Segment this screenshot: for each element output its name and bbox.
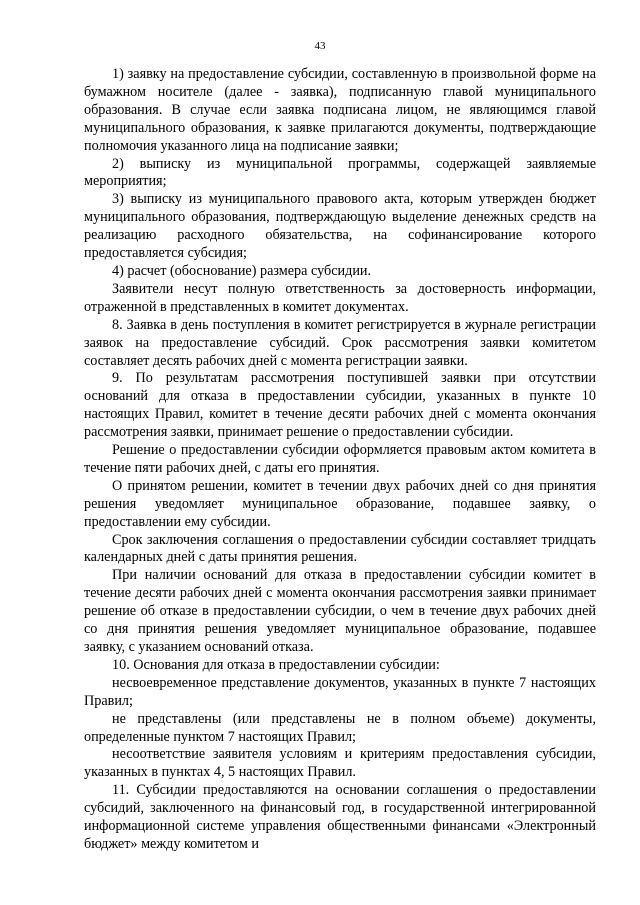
paragraph-item-2: 2) выписку из муниципальной программы, содержащей заявляемые мероприятия;: [84, 155, 596, 190]
page-number: 43: [314, 40, 326, 52]
paragraph-item-3: 3) выписку из муниципального правового акта, которым утвержден бюджет муниципального образования, подтверждающую выделение денежных средств на реализацию расходного обязательства, на софинансирование которого предоставляется субсидия;: [84, 191, 596, 262]
paragraph-decision: Решение о предоставлении субсидии оформляется правовым актом комитета в течение пяти рабочих дней, с даты его принятия.: [84, 442, 596, 476]
paragraph-notification: О принятом решении, комитет в течении двух рабочих дней со дня принятия решения уведомляет муниципальное образование, подавшее заявку, о предоставлении ему субсидии.: [84, 477, 596, 530]
paragraph-clause-8: 8. Заявка в день поступления в комитет регистрируется в журнале регистрации заявок на предоставление субсидий. Срок рассмотрения заявки комитетом составляет десять рабочих дней с момента регистрации заявки.: [84, 316, 596, 369]
paragraph-refusal-ground-3: несоответствие заявителя условиям и критериям предоставления субсидии, указанных в пунктах 4, 5 настоящих Правил.: [84, 746, 596, 781]
paragraph-item-1: 1) заявку на предоставление субсидии, составленную в произвольной форме на бумажном носителе (далее - заявка), подписанную главой муниципального образования. В случае если заявка подписана лицом, не являющимся главой муниципального образования, к заявке прилагаются документы, подтверждающие полномочия указанного лица на подписание заявки;: [84, 66, 596, 154]
paragraph-clause-11: 11. Субсидии предоставляются на основании соглашения о предоставлении субсидий, заключенного на финансовый год, в государственной интегрированной информационной системе управления общественными финансами «Электронный бюджет» между комитетом и: [84, 782, 596, 852]
paragraph-clause-9: 9. По результатам рассмотрения поступившей заявки при отсутствии оснований для отказа в предоставлении субсидии, указанных в пункте 10 настоящих Правил, комитет в течение десяти рабочих дней с момента окончания рассмотрения заявки, принимает решение о предоставлении субсидии.: [84, 370, 596, 441]
paragraph-clause-10: 10. Основания для отказа в предоставлении субсидии:: [112, 656, 440, 673]
paragraph-item-4: 4) расчет (обоснование) размера субсидии.: [112, 262, 372, 279]
paragraph-refusal-ground-1: несвоевременное представление документов, указанных в пункте 7 настоящих Правил;: [84, 674, 596, 709]
body-text: [84, 66, 596, 854]
paragraph-refusal-ground-2: не представлены (или представлены не в полном объеме) документы, определенные пунктом 7 настоящих Правил;: [84, 710, 596, 745]
paragraph-agreement-term: Срок заключения соглашения о предоставлении субсидии составляет тридцать календарных дней с даты принятия решения.: [84, 531, 596, 566]
paragraph-refusal: При наличии оснований для отказа в предоставлении субсидии комитет в течение десяти рабочих дней с момента окончания рассмотрения заявки принимает решение об отказе в предоставлении субсидии, о чем в течение двух рабочих дней со дня принятия решения уведомляет муниципальное образование, подавшее заявку, с указанием оснований отказа.: [84, 567, 596, 655]
paragraph-responsibility: Заявители несут полную ответственность за достоверность информации, отраженной в представленных в комитет документах.: [84, 280, 596, 315]
